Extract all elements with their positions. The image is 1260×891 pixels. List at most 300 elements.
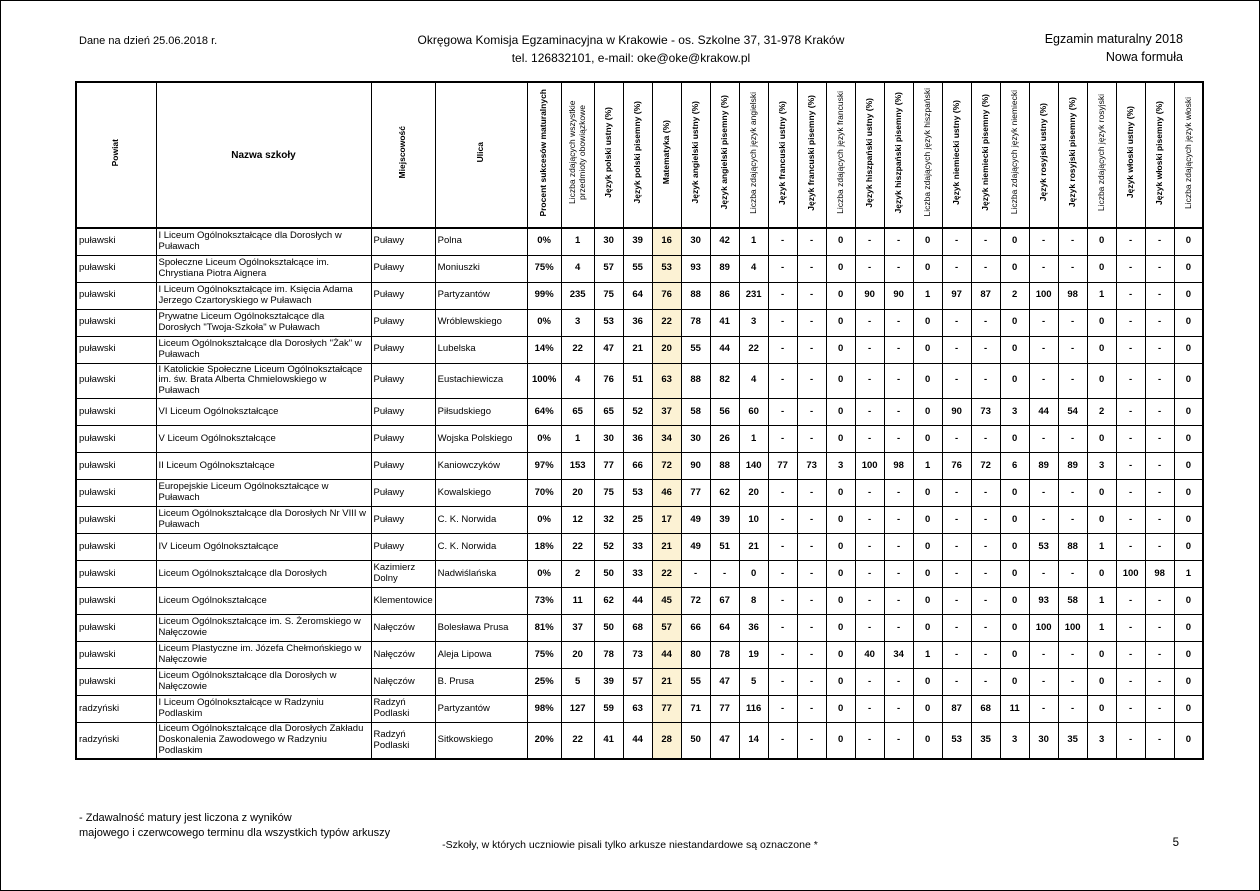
cell-value: - — [971, 363, 1000, 399]
column-header-język-rosyjski-ustny — [1029, 82, 1058, 228]
cell-value: 73 — [971, 399, 1000, 426]
cell-value: 0 — [1000, 588, 1029, 615]
cell-value: 71 — [681, 696, 710, 723]
cell-value: - — [797, 588, 826, 615]
cell-value: 0 — [913, 534, 942, 561]
cell-value: 66 — [681, 615, 710, 642]
cell-value: - — [768, 480, 797, 507]
cell-value: 0 — [826, 309, 855, 336]
exam-formula: Nowa formuła — [1105, 49, 1183, 64]
cell-value: - — [1116, 588, 1145, 615]
cell-value: 90 — [884, 282, 913, 309]
cell-city: Nałęczów — [371, 615, 435, 642]
results-table-container — [75, 81, 1204, 760]
cell-powiat: puławski — [76, 588, 156, 615]
column-header-język-rosyjski-pisemny — [1058, 82, 1087, 228]
cell-school-name: IV Liceum Ogólnokształcące — [156, 534, 371, 561]
column-header-label: Język polski pisemny (%) — [631, 101, 642, 204]
cell-value: - — [1029, 363, 1058, 399]
cell-value: - — [1029, 507, 1058, 534]
cell-value: - — [942, 255, 971, 282]
cell-value: - — [884, 669, 913, 696]
column-header-język-angielski-ustny — [681, 82, 710, 228]
cell-value: 0 — [913, 723, 942, 759]
cell-value: 4 — [561, 255, 594, 282]
cell-value: 8 — [739, 588, 768, 615]
cell-value: - — [1029, 480, 1058, 507]
cell-value: - — [681, 561, 710, 588]
cell-value: 1 — [1087, 615, 1116, 642]
cell-value: 3 — [1087, 453, 1116, 480]
cell-city: Puławy — [371, 426, 435, 453]
column-header-label: Język angielski ustny (%) — [689, 101, 700, 204]
cell-value: 0 — [1000, 480, 1029, 507]
cell-school-name: I Liceum Ogólnokształcące dla Dorosłych w Puławach — [156, 228, 371, 255]
cell-value: 0% — [527, 561, 561, 588]
cell-value: - — [884, 336, 913, 363]
cell-powiat: puławski — [76, 561, 156, 588]
cell-value: 35 — [1058, 723, 1087, 759]
cell-value: 64 — [710, 615, 739, 642]
column-header-liczba-zdających-język-niemiecki — [1000, 82, 1029, 228]
cell-value: 63 — [623, 696, 652, 723]
cell-value: 22 — [561, 723, 594, 759]
cell-school-name: Liceum Ogólnokształcące dla Dorosłych Zakładu Doskonalenia Zawodowego w Radzyniu Podlaskim — [156, 723, 371, 759]
cell-value: 77 — [710, 696, 739, 723]
cell-value: - — [1058, 363, 1087, 399]
cell-value: 2 — [561, 561, 594, 588]
cell-value: 53 — [594, 309, 623, 336]
organization-name: Okręgowa Komisja Egzaminacyjna w Krakowie - os. Szkolne 37, 31-978 Kraków — [417, 33, 845, 47]
cell-value: 63 — [652, 363, 681, 399]
cell-value: - — [797, 696, 826, 723]
cell-street: Partyzantów — [435, 282, 527, 309]
cell-value: - — [1116, 399, 1145, 426]
cell-value: 10 — [739, 507, 768, 534]
cell-value: 0 — [1174, 336, 1203, 363]
cell-value: 45 — [652, 588, 681, 615]
cell-value: 37 — [652, 399, 681, 426]
column-header-język-hiszpański-pisemny — [884, 82, 913, 228]
cell-value: 0 — [1174, 255, 1203, 282]
cell-value: 37 — [561, 615, 594, 642]
cell-value: - — [768, 426, 797, 453]
cell-value: - — [942, 561, 971, 588]
cell-value: 51 — [623, 363, 652, 399]
cell-value: 99% — [527, 282, 561, 309]
cell-street: Kaniowczyków — [435, 453, 527, 480]
cell-value: - — [1058, 228, 1087, 255]
column-header-powiat — [76, 82, 156, 228]
cell-value: 54 — [1058, 399, 1087, 426]
cell-city: Radzyń Podlaski — [371, 696, 435, 723]
cell-value: 76 — [594, 363, 623, 399]
cell-value: 1 — [561, 426, 594, 453]
cell-value: 0 — [913, 507, 942, 534]
cell-value: - — [1029, 255, 1058, 282]
header-row — [76, 82, 1203, 228]
cell-value: 77 — [652, 696, 681, 723]
cell-value: 76 — [942, 453, 971, 480]
cell-city: Kazimierz Dolny — [371, 561, 435, 588]
cell-street: B. Prusa — [435, 669, 527, 696]
cell-value: - — [942, 615, 971, 642]
cell-value: 97 — [942, 282, 971, 309]
cell-value: - — [942, 363, 971, 399]
cell-value: - — [797, 534, 826, 561]
cell-value: 0 — [913, 399, 942, 426]
cell-value: 1 — [561, 228, 594, 255]
cell-value: - — [797, 363, 826, 399]
cell-value: 0 — [826, 336, 855, 363]
cell-value: 20 — [739, 480, 768, 507]
cell-street: Sitkowskiego — [435, 723, 527, 759]
cell-value: - — [942, 336, 971, 363]
cell-value: - — [768, 507, 797, 534]
cell-value: - — [1116, 669, 1145, 696]
cell-value: 62 — [594, 588, 623, 615]
column-header-label: Język włoski ustny (%) — [1124, 106, 1135, 199]
cell-value: 5 — [739, 669, 768, 696]
cell-value: - — [942, 426, 971, 453]
cell-value: 58 — [681, 399, 710, 426]
cell-powiat: puławski — [76, 399, 156, 426]
cell-value: 58 — [1058, 588, 1087, 615]
table-row — [76, 696, 1203, 723]
cell-street: Piłsudskiego — [435, 399, 527, 426]
cell-value: - — [1145, 507, 1174, 534]
cell-city: Puławy — [371, 507, 435, 534]
cell-city: Puławy — [371, 363, 435, 399]
cell-value: 40 — [855, 642, 884, 669]
cell-city: Radzyń Podlaski — [371, 723, 435, 759]
cell-powiat: puławski — [76, 228, 156, 255]
cell-value: - — [1116, 336, 1145, 363]
cell-value: 22 — [561, 336, 594, 363]
table-row — [76, 453, 1203, 480]
results-table-body — [76, 228, 1203, 759]
cell-value: - — [855, 696, 884, 723]
cell-value: 46 — [652, 480, 681, 507]
cell-value: 30 — [1029, 723, 1058, 759]
cell-powiat: radzyński — [76, 723, 156, 759]
cell-value: 0% — [527, 228, 561, 255]
cell-value: 0 — [826, 480, 855, 507]
cell-value: 0% — [527, 309, 561, 336]
cell-school-name: Liceum Plastyczne im. Józefa Chełmońskiego w Nałęczowie — [156, 642, 371, 669]
cell-value: 0 — [913, 363, 942, 399]
cell-value: 1 — [1087, 534, 1116, 561]
cell-value: 4 — [561, 363, 594, 399]
cell-city: Puławy — [371, 309, 435, 336]
results-table — [75, 81, 1204, 760]
cell-value: - — [768, 615, 797, 642]
cell-value: 11 — [561, 588, 594, 615]
cell-value: - — [884, 588, 913, 615]
table-row — [76, 309, 1203, 336]
cell-value: - — [855, 534, 884, 561]
cell-value: - — [884, 426, 913, 453]
cell-powiat: puławski — [76, 426, 156, 453]
cell-value: 44 — [652, 642, 681, 669]
cell-value: 3 — [739, 309, 768, 336]
cell-value: 0 — [1000, 669, 1029, 696]
cell-value: 22 — [652, 561, 681, 588]
cell-value: 39 — [710, 507, 739, 534]
cell-value: 39 — [623, 228, 652, 255]
column-header-język-polski-pisemny — [623, 82, 652, 228]
footer-note-line1: - Zdawalność matury jest liczona z wyników — [79, 812, 292, 824]
cell-value: 100 — [1029, 615, 1058, 642]
cell-value: 1 — [1174, 561, 1203, 588]
cell-value: 0 — [1000, 426, 1029, 453]
cell-street: Wróblewskiego — [435, 309, 527, 336]
cell-value: 0 — [1174, 534, 1203, 561]
cell-value: 73 — [797, 453, 826, 480]
cell-value: 16 — [652, 228, 681, 255]
cell-value: - — [1029, 426, 1058, 453]
cell-value: - — [797, 615, 826, 642]
cell-value: 0 — [1087, 309, 1116, 336]
cell-value: 17 — [652, 507, 681, 534]
cell-value: 1 — [913, 642, 942, 669]
cell-value: 89 — [1058, 453, 1087, 480]
cell-value: 98 — [1145, 561, 1174, 588]
cell-street — [435, 588, 527, 615]
cell-value: 47 — [710, 669, 739, 696]
organization-contact: tel. 126832101, e-mail: oke@oke@krakow.pl — [511, 51, 751, 65]
cell-school-name: Liceum Ogólnokształcące dla Dorosłych "Żak" w Puławach — [156, 336, 371, 363]
cell-school-name: II Liceum Ogólnokształcące — [156, 453, 371, 480]
cell-school-name: Liceum Ogólnokształcące dla Dorosłych — [156, 561, 371, 588]
cell-value: 0 — [1087, 480, 1116, 507]
cell-value: - — [768, 228, 797, 255]
column-header-label: Język rosyjski ustny (%) — [1037, 103, 1048, 202]
cell-value: - — [855, 255, 884, 282]
cell-street: Moniuszki — [435, 255, 527, 282]
table-row — [76, 336, 1203, 363]
cell-value: 88 — [681, 363, 710, 399]
cell-powiat: radzyński — [76, 696, 156, 723]
cell-value: 39 — [594, 669, 623, 696]
cell-value: 0% — [527, 507, 561, 534]
cell-value: - — [797, 309, 826, 336]
cell-value: - — [1029, 669, 1058, 696]
cell-value: - — [1116, 507, 1145, 534]
cell-value: 0 — [1087, 363, 1116, 399]
cell-city: Puławy — [371, 399, 435, 426]
cell-powiat: puławski — [76, 480, 156, 507]
cell-value: - — [1029, 309, 1058, 336]
cell-value: - — [1116, 696, 1145, 723]
cell-value: 0% — [527, 426, 561, 453]
cell-value: 59 — [594, 696, 623, 723]
cell-value: 90 — [942, 399, 971, 426]
cell-value: 53 — [942, 723, 971, 759]
cell-value: - — [1145, 228, 1174, 255]
cell-value: 0 — [826, 669, 855, 696]
column-header-język-francuski-ustny — [768, 82, 797, 228]
cell-school-name: V Liceum Ogólnokształcące — [156, 426, 371, 453]
cell-value: 76 — [652, 282, 681, 309]
footer-note-center: -Szkoły, w których uczniowie pisali tylko arkusze niestandardowe są oznaczone * — [442, 839, 818, 851]
cell-value: 80 — [681, 642, 710, 669]
cell-value: 3 — [561, 309, 594, 336]
cell-value: 2 — [1087, 399, 1116, 426]
cell-value: - — [768, 534, 797, 561]
cell-value: 0 — [913, 480, 942, 507]
column-header-label: Język polski ustny (%) — [602, 107, 613, 198]
cell-powiat: puławski — [76, 615, 156, 642]
cell-value: 53 — [652, 255, 681, 282]
cell-value: 0 — [1000, 363, 1029, 399]
cell-value: 62 — [710, 480, 739, 507]
cell-value: - — [1145, 363, 1174, 399]
column-header-liczba-zdających-język-hiszpański — [913, 82, 942, 228]
cell-value: 28 — [652, 723, 681, 759]
cell-value: 0 — [826, 615, 855, 642]
cell-city: Klementowice — [371, 588, 435, 615]
cell-value: - — [768, 588, 797, 615]
cell-value: - — [971, 309, 1000, 336]
cell-value: - — [1145, 255, 1174, 282]
cell-value: 0 — [913, 309, 942, 336]
cell-value: 30 — [681, 228, 710, 255]
cell-value: 98 — [1058, 282, 1087, 309]
column-header-label: Liczba zdających wszystkie przedmioty obowiązkowe — [566, 100, 587, 205]
cell-school-name: Liceum Ogólnokształcące — [156, 588, 371, 615]
cell-value: - — [1058, 255, 1087, 282]
cell-value: 86 — [710, 282, 739, 309]
cell-value: 34 — [652, 426, 681, 453]
cell-street: Partyzantów — [435, 696, 527, 723]
cell-value: 100 — [1116, 561, 1145, 588]
table-row — [76, 228, 1203, 255]
cell-value: 3 — [1000, 399, 1029, 426]
cell-value: 100 — [1058, 615, 1087, 642]
cell-value: 55 — [681, 336, 710, 363]
cell-value: 49 — [681, 534, 710, 561]
cell-value: 12 — [561, 507, 594, 534]
column-header-matematyka — [652, 82, 681, 228]
cell-value: - — [855, 363, 884, 399]
cell-city: Puławy — [371, 282, 435, 309]
cell-value: - — [971, 534, 1000, 561]
cell-value: - — [768, 399, 797, 426]
cell-street: Polna — [435, 228, 527, 255]
table-row — [76, 642, 1203, 669]
cell-value: 0 — [1087, 336, 1116, 363]
cell-value: 21 — [652, 534, 681, 561]
cell-value: - — [1145, 615, 1174, 642]
cell-value: 0 — [826, 507, 855, 534]
cell-value: 127 — [561, 696, 594, 723]
cell-value: - — [797, 228, 826, 255]
cell-value: 50 — [594, 561, 623, 588]
column-header-liczba-zdających-język-angielski — [739, 82, 768, 228]
cell-value: - — [971, 642, 1000, 669]
cell-value: 55 — [623, 255, 652, 282]
column-header-liczba-zdających-język-włoski — [1174, 82, 1203, 228]
cell-value: 0 — [1174, 723, 1203, 759]
cell-value: 0 — [1174, 480, 1203, 507]
cell-value: - — [884, 696, 913, 723]
cell-value: 2 — [1000, 282, 1029, 309]
cell-value: 5 — [561, 669, 594, 696]
cell-value: 66 — [623, 453, 652, 480]
cell-value: 116 — [739, 696, 768, 723]
cell-school-name: I Liceum Ogólnokształcące w Radzyniu Podlaskim — [156, 696, 371, 723]
cell-value: 1 — [739, 228, 768, 255]
cell-street: Aleja Lipowa — [435, 642, 527, 669]
cell-value: 0 — [1087, 507, 1116, 534]
cell-city: Puławy — [371, 453, 435, 480]
cell-value: - — [768, 255, 797, 282]
cell-value: - — [710, 561, 739, 588]
cell-value: - — [1029, 336, 1058, 363]
cell-value: 100 — [855, 453, 884, 480]
cell-value: 72 — [652, 453, 681, 480]
column-header-label: Język angielski pisemny (%) — [718, 95, 729, 210]
cell-value: - — [1058, 309, 1087, 336]
cell-value: 19 — [739, 642, 768, 669]
cell-value: 0 — [1000, 336, 1029, 363]
cell-value: - — [884, 255, 913, 282]
cell-powiat: puławski — [76, 255, 156, 282]
cell-value: 50 — [594, 615, 623, 642]
cell-value: 68 — [971, 696, 1000, 723]
cell-value: 0 — [1000, 642, 1029, 669]
cell-value: - — [855, 588, 884, 615]
cell-powiat: puławski — [76, 336, 156, 363]
cell-value: - — [855, 336, 884, 363]
cell-value: - — [1029, 696, 1058, 723]
column-header-label: Język hiszpański pisemny (%) — [892, 91, 903, 214]
cell-value: - — [797, 642, 826, 669]
cell-street: Kowalskiego — [435, 480, 527, 507]
cell-value: 0 — [826, 561, 855, 588]
cell-value: - — [1145, 336, 1174, 363]
cell-value: 88 — [1058, 534, 1087, 561]
cell-value: - — [971, 588, 1000, 615]
cell-value: - — [971, 228, 1000, 255]
cell-value: 0 — [1174, 669, 1203, 696]
column-header-label: Liczba zdających język angielski — [747, 91, 758, 214]
cell-value: 75% — [527, 642, 561, 669]
cell-value: - — [1116, 480, 1145, 507]
cell-value: 0 — [1000, 228, 1029, 255]
cell-value: 81% — [527, 615, 561, 642]
cell-value: 0 — [1000, 561, 1029, 588]
cell-city: Nałęczów — [371, 642, 435, 669]
cell-value: - — [768, 309, 797, 336]
cell-value: 78 — [710, 642, 739, 669]
cell-value: 57 — [652, 615, 681, 642]
cell-school-name: Europejskie Liceum Ogólnokształcące w Puławach — [156, 480, 371, 507]
cell-value: 20 — [561, 642, 594, 669]
footer-note-line2: majowego i czerwcowego terminu dla wszystkich typów arkuszy — [79, 827, 391, 840]
cell-value: - — [797, 399, 826, 426]
cell-value: 0 — [1174, 309, 1203, 336]
cell-value: 0 — [1174, 588, 1203, 615]
cell-value: - — [1145, 453, 1174, 480]
table-row — [76, 534, 1203, 561]
cell-value: - — [797, 336, 826, 363]
cell-value: - — [1145, 309, 1174, 336]
cell-value: 25 — [623, 507, 652, 534]
cell-value: 0 — [826, 642, 855, 669]
cell-value: 53 — [1029, 534, 1058, 561]
